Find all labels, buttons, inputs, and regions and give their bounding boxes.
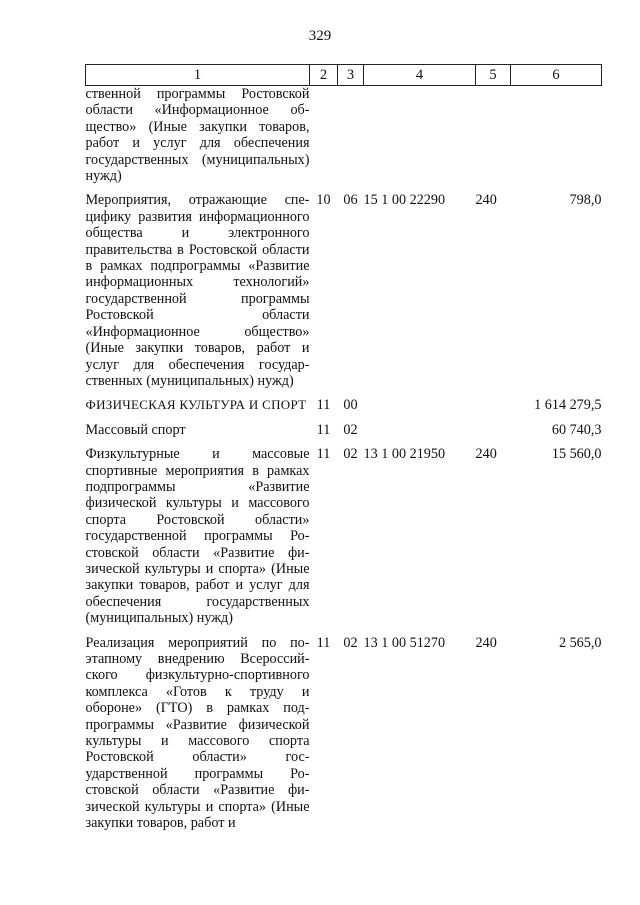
row-amount [511, 86, 602, 185]
row-expense-type [476, 389, 511, 413]
row-subsection-code: 02 [343, 446, 358, 463]
row-expense-type: 240 [475, 192, 497, 209]
row-description: Мероприятия, отражающие специфику развития информационного общества и электронного правительства в Ростовской области в рамках подпрограммы «Развитие информационных технологий» государственной программы Ростовской области «Информационное общество» (Иные закупки товаров, работ и услуг для обеспечения государственных (муниципальных) нужд) [85, 192, 310, 389]
row-target-article [364, 414, 476, 438]
row-expense-type [476, 414, 511, 438]
row-amount: 60 740,3 [551, 421, 602, 438]
table-row [86, 86, 602, 185]
row-target-article: 13 1 00 51270 [363, 634, 446, 651]
row-section-code: 11 [316, 446, 331, 463]
column-header-3: 3 [338, 65, 364, 86]
row-expense-type: 240 [475, 634, 497, 651]
column-number-header-row [86, 65, 602, 86]
row-section-code: 11 [316, 421, 331, 438]
row-amount: 2 565,0 [558, 634, 602, 651]
budget-table [85, 64, 602, 831]
row-amount: 798,0 [569, 192, 602, 209]
page-number: 329 [308, 28, 332, 44]
column-header-1: 1 [86, 65, 310, 86]
row-section-code: 11 [316, 397, 331, 414]
row-subsection-code: 00 [343, 397, 358, 414]
table-row [86, 184, 602, 389]
row-target-article: 15 1 00 22290 [363, 192, 446, 209]
row-target-article [364, 86, 476, 185]
row-section-code [310, 86, 338, 185]
row-section-code: 10 [316, 192, 331, 209]
row-description: Физкультурные и массовые спортивные мероприятия в рамках подпрограммы «Развитие физической культуры и массового спорта Ростовской области» государственной программы Ростовской области «Развитие физической культуры и спорта» (Иные закупки товаров, работ и услуг для обеспечения государственных (муниципальных) нужд) [85, 446, 310, 627]
column-header-4: 4 [364, 65, 476, 86]
row-target-article: 13 1 00 21950 [363, 446, 446, 463]
column-header-2: 2 [310, 65, 338, 86]
column-header-5: 5 [476, 65, 511, 86]
row-subsection-code: 02 [343, 421, 358, 438]
row-subsection-code: 02 [343, 634, 358, 651]
table-row [86, 438, 602, 626]
row-section-code: 11 [316, 634, 331, 651]
column-header-6: 6 [511, 65, 602, 86]
row-description: Массовый спорт [85, 421, 186, 438]
row-amount: 1 614 279,5 [534, 397, 602, 414]
table-row [86, 414, 602, 438]
row-subsection-code [338, 86, 364, 185]
row-description: ФИЗИЧЕСКАЯ КУЛЬТУРА И СПОРТ [85, 397, 307, 413]
table-row [86, 389, 602, 413]
row-expense-type: 240 [475, 446, 497, 463]
table-row [86, 627, 602, 832]
row-subsection-code: 06 [343, 192, 358, 209]
row-description: Реализация мероприятий по поэтапному внедрению Всероссийского физкультурно-спортивного комплекса «Готов к труду и обороне» (ГТО) в рамках подпрограммы «Развитие физической культуры и массового спорта Ростовской области» государственной программы Ростовской области «Развитие физической культуры и спорта» (Иные закупки товаров, работ и [85, 634, 310, 832]
row-target-article [364, 389, 476, 413]
row-amount: 15 560,0 [551, 446, 602, 463]
row-description: ственной программы Ростовской области «Информационное общество» (Иные закупки товаров, работ и услуг для обеспечения государственных (муниципальных) нужд) [85, 86, 310, 185]
row-expense-type [476, 86, 511, 185]
